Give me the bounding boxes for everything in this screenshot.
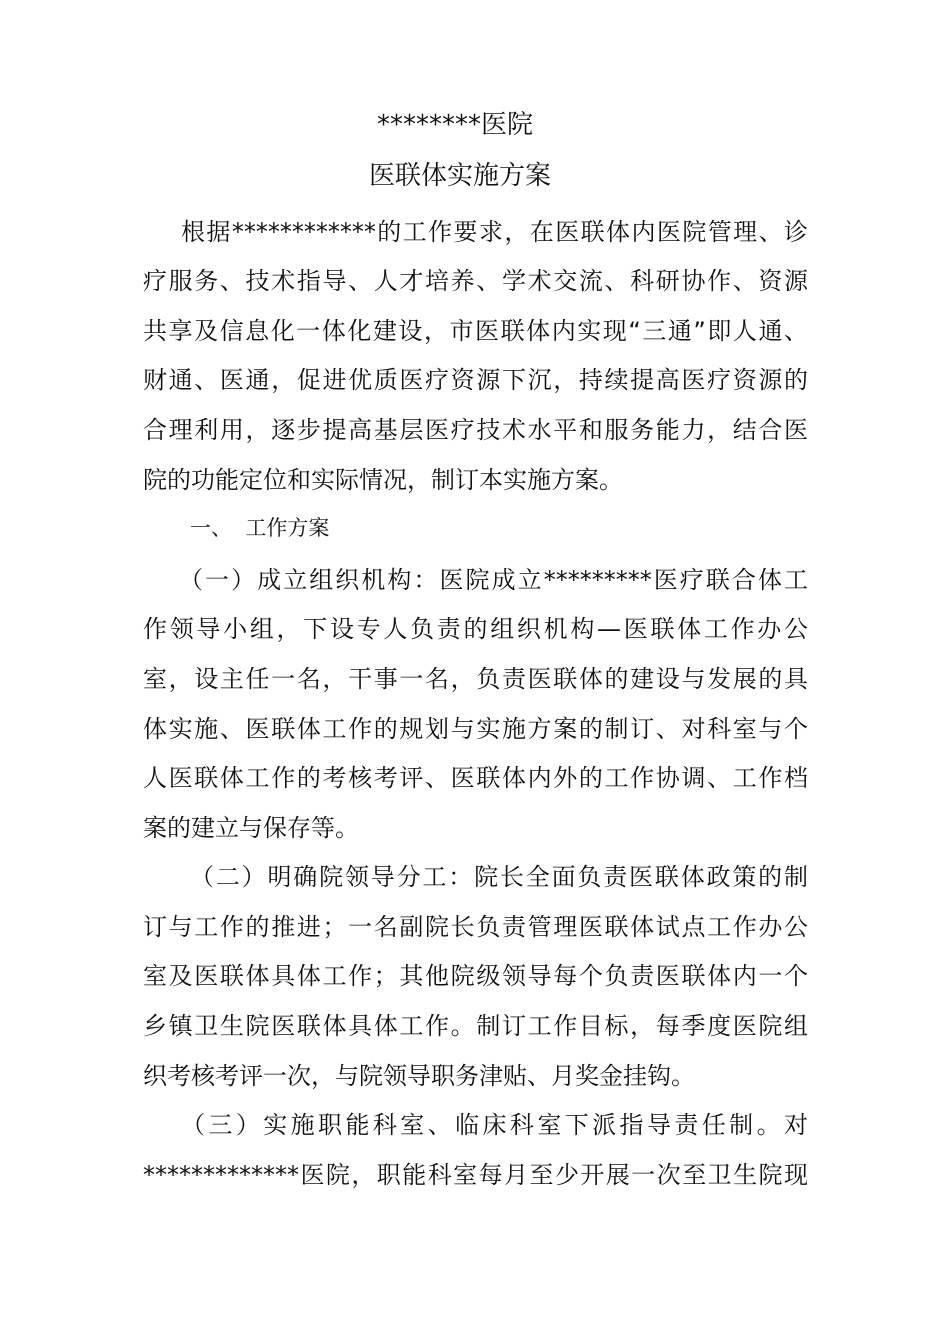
intro-line-2: 疗服务、技术指导、人才培养、学术交流、科研协作、资源: [143, 267, 808, 295]
para3-line-1: （三）实施职能科室、临床科室下派指导责任制。对: [181, 1111, 808, 1139]
para2-line-1: （二）明确院领导分工：院长全面负责医联体政策的制: [190, 863, 808, 891]
intro-line-4: 财通、医通，促进优质医疗资源下沉，持续提高医疗资源的: [143, 366, 808, 394]
para2-line-2: 订与工作的推进；一名副院长负责管理医联体试点工作办公: [143, 913, 808, 941]
document-title-hospital: ********医院: [376, 110, 533, 140]
para1-line-3: 室，设主任一名，干事一名，负责医联体的建设与发展的具: [143, 665, 808, 693]
para1-line-5: 人医联体工作的考核考评、医联体内外的工作协调、工作档: [143, 764, 808, 792]
para2-line-3: 室及医联体具体工作；其他院级领导每个负责医联体内一个: [143, 962, 808, 990]
para1-line-6: 案的建立与保存等。: [143, 814, 359, 842]
para2-line-5: 织考核考评一次，与院领导职务津贴、月奖金挂钩。: [143, 1062, 695, 1090]
para2-line-4: 乡镇卫生院医联体具体工作。制订工作目标，每季度医院组: [143, 1012, 808, 1040]
para1-line-4: 体实施、医联体工作的规划与实施方案的制订、对科室与个: [143, 715, 808, 743]
intro-line-6: 院的功能定位和实际情况，制订本实施方案。: [143, 466, 623, 494]
intro-line-5: 合理利用，逐步提高基层医疗技术水平和服务能力，结合医: [143, 416, 808, 444]
para1-line-2: 作领导小组，下设专人负责的组织机构—医联体工作办公: [143, 615, 808, 643]
para3-line-2: *************医院，职能科室每月至少开展一次至卫生院现: [143, 1161, 808, 1189]
para1-line-1: （一）成立组织机构：医院成立*********医疗联合体工: [179, 566, 808, 594]
document-title-plan: 医联体实施方案: [368, 161, 551, 191]
intro-line-1: 根据************的工作要求，在医联体内医院管理、诊: [181, 218, 808, 246]
section-heading: 一、 工作方案: [190, 516, 330, 540]
intro-line-3: 共享及信息化一体化建设，市医联体内实现“三通”即人通、: [143, 317, 808, 345]
